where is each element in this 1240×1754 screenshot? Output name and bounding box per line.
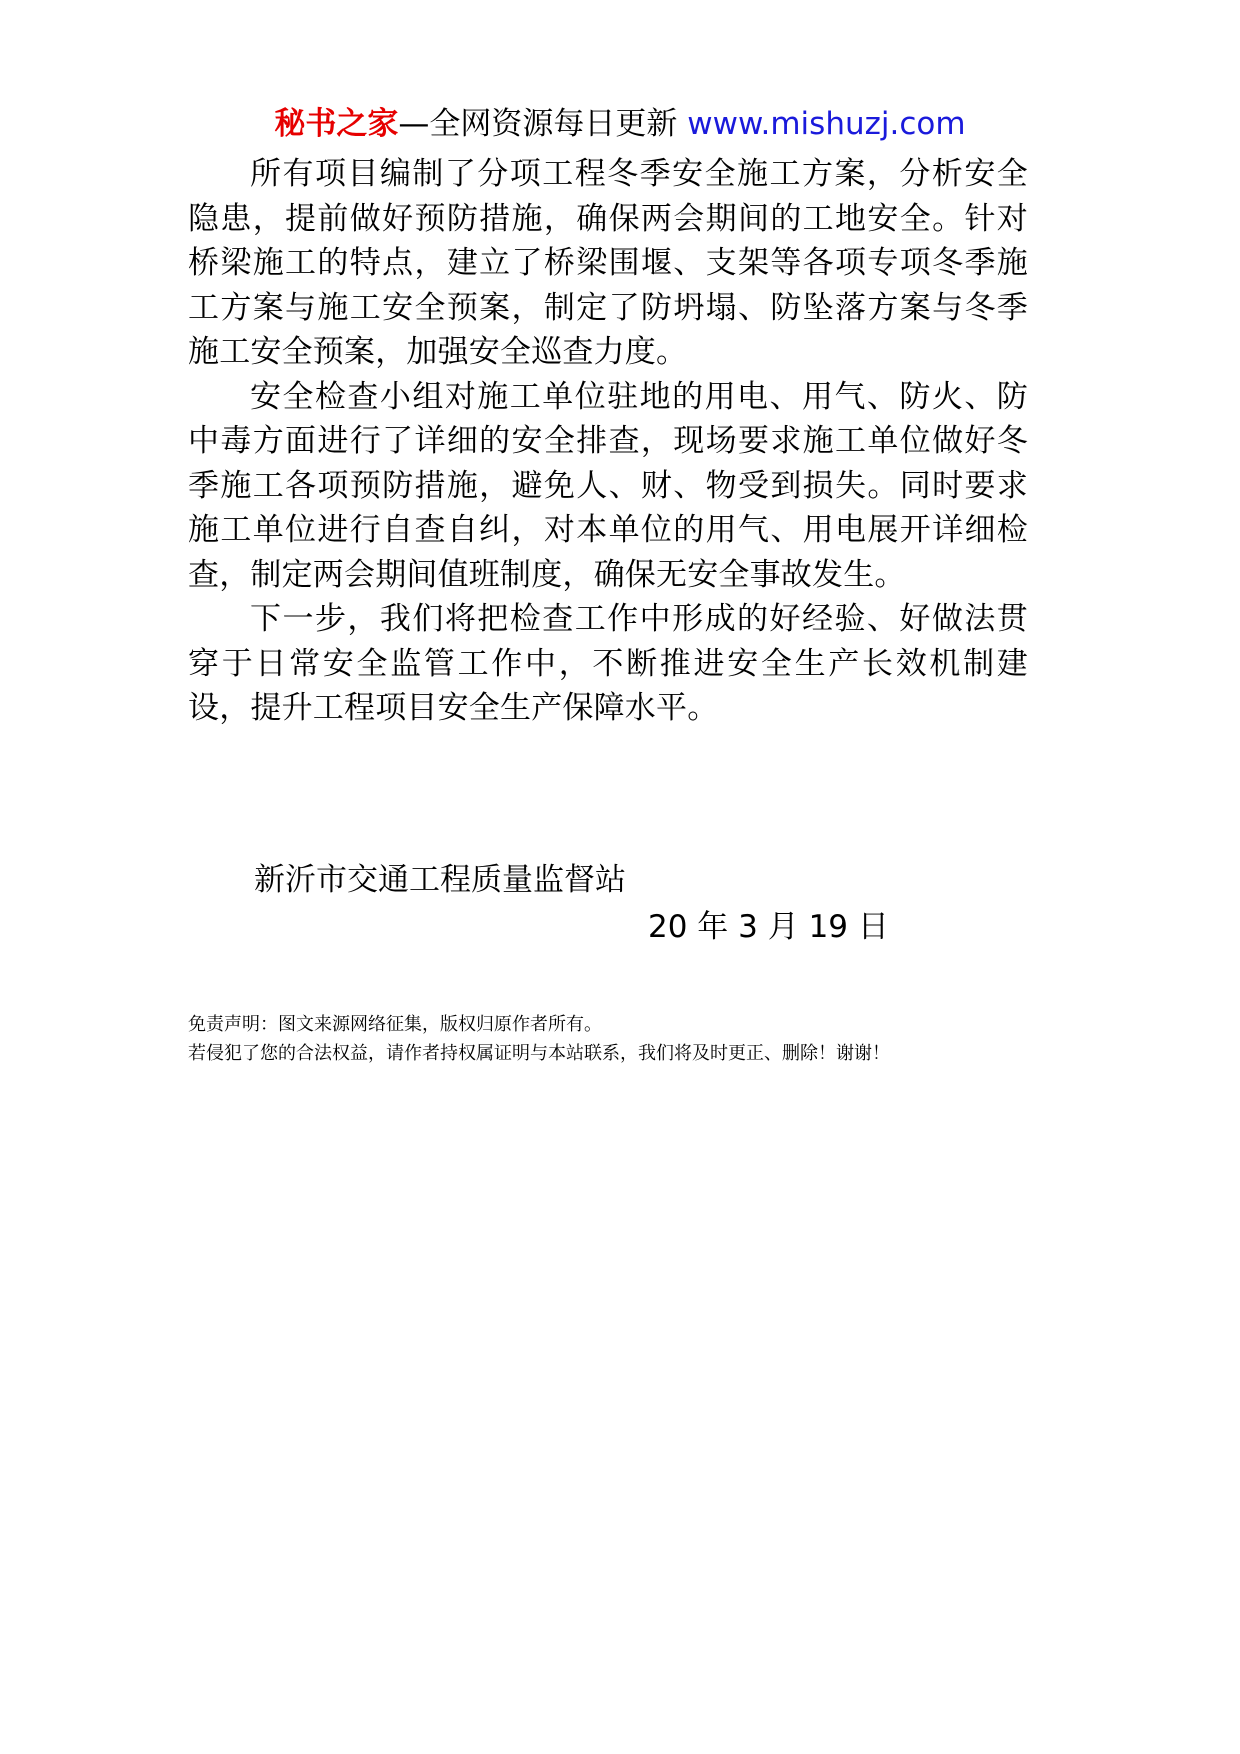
disclaimer-line-1: 免责声明：图文来源网络征集，版权归原作者所有。 bbox=[188, 1014, 602, 1035]
site-url-link[interactable]: www.mishuzj.com bbox=[687, 106, 966, 142]
disclaimer bbox=[188, 1010, 890, 1068]
body-paragraph-1: 所有项目编制了分项工程冬季安全施工方案，分析安全隐患，提前做好预防措施，确保两会期间的工地安全。针对桥梁施工的特点，建立了桥梁围堰、支架等各项专项冬季施工方案与施工安全预案，制定了防坍塌、防坠落方案与冬季施工安全预案，加强安全巡查力度。 bbox=[188, 156, 1028, 370]
site-header bbox=[0, 102, 1240, 146]
body-paragraph-3: 下一步，我们将把检查工作中形成的好经验、好做法贯穿于日常安全监管工作中，不断推进安全生产长效机制建设，提升工程项目安全生产保障水平。 bbox=[188, 601, 1028, 726]
header-tagline: —全网资源每日更新 bbox=[398, 106, 678, 142]
brand-name: 秘书之家 bbox=[274, 106, 399, 142]
document-body bbox=[188, 152, 1028, 731]
signature-organization: 新沂市交通工程质量监督站 bbox=[254, 862, 626, 898]
disclaimer-line-2: 若侵犯了您的合法权益，请作者持权属证明与本站联系，我们将及时更正、删除！谢谢！ bbox=[188, 1043, 890, 1064]
body-paragraph-2: 安全检查小组对施工单位驻地的用电、用气、防火、防中毒方面进行了详细的安全排查，现场要求施工单位做好冬季施工各项预防措施，避免人、财、物受到损失。同时要求施工单位进行自查自纠，对本单位的用气、用电展开详细检查，制定两会期间值班制度，确保无安全事故发生。 bbox=[188, 378, 1028, 593]
signature-date: 20 年 3 月 19 日 bbox=[648, 909, 889, 945]
